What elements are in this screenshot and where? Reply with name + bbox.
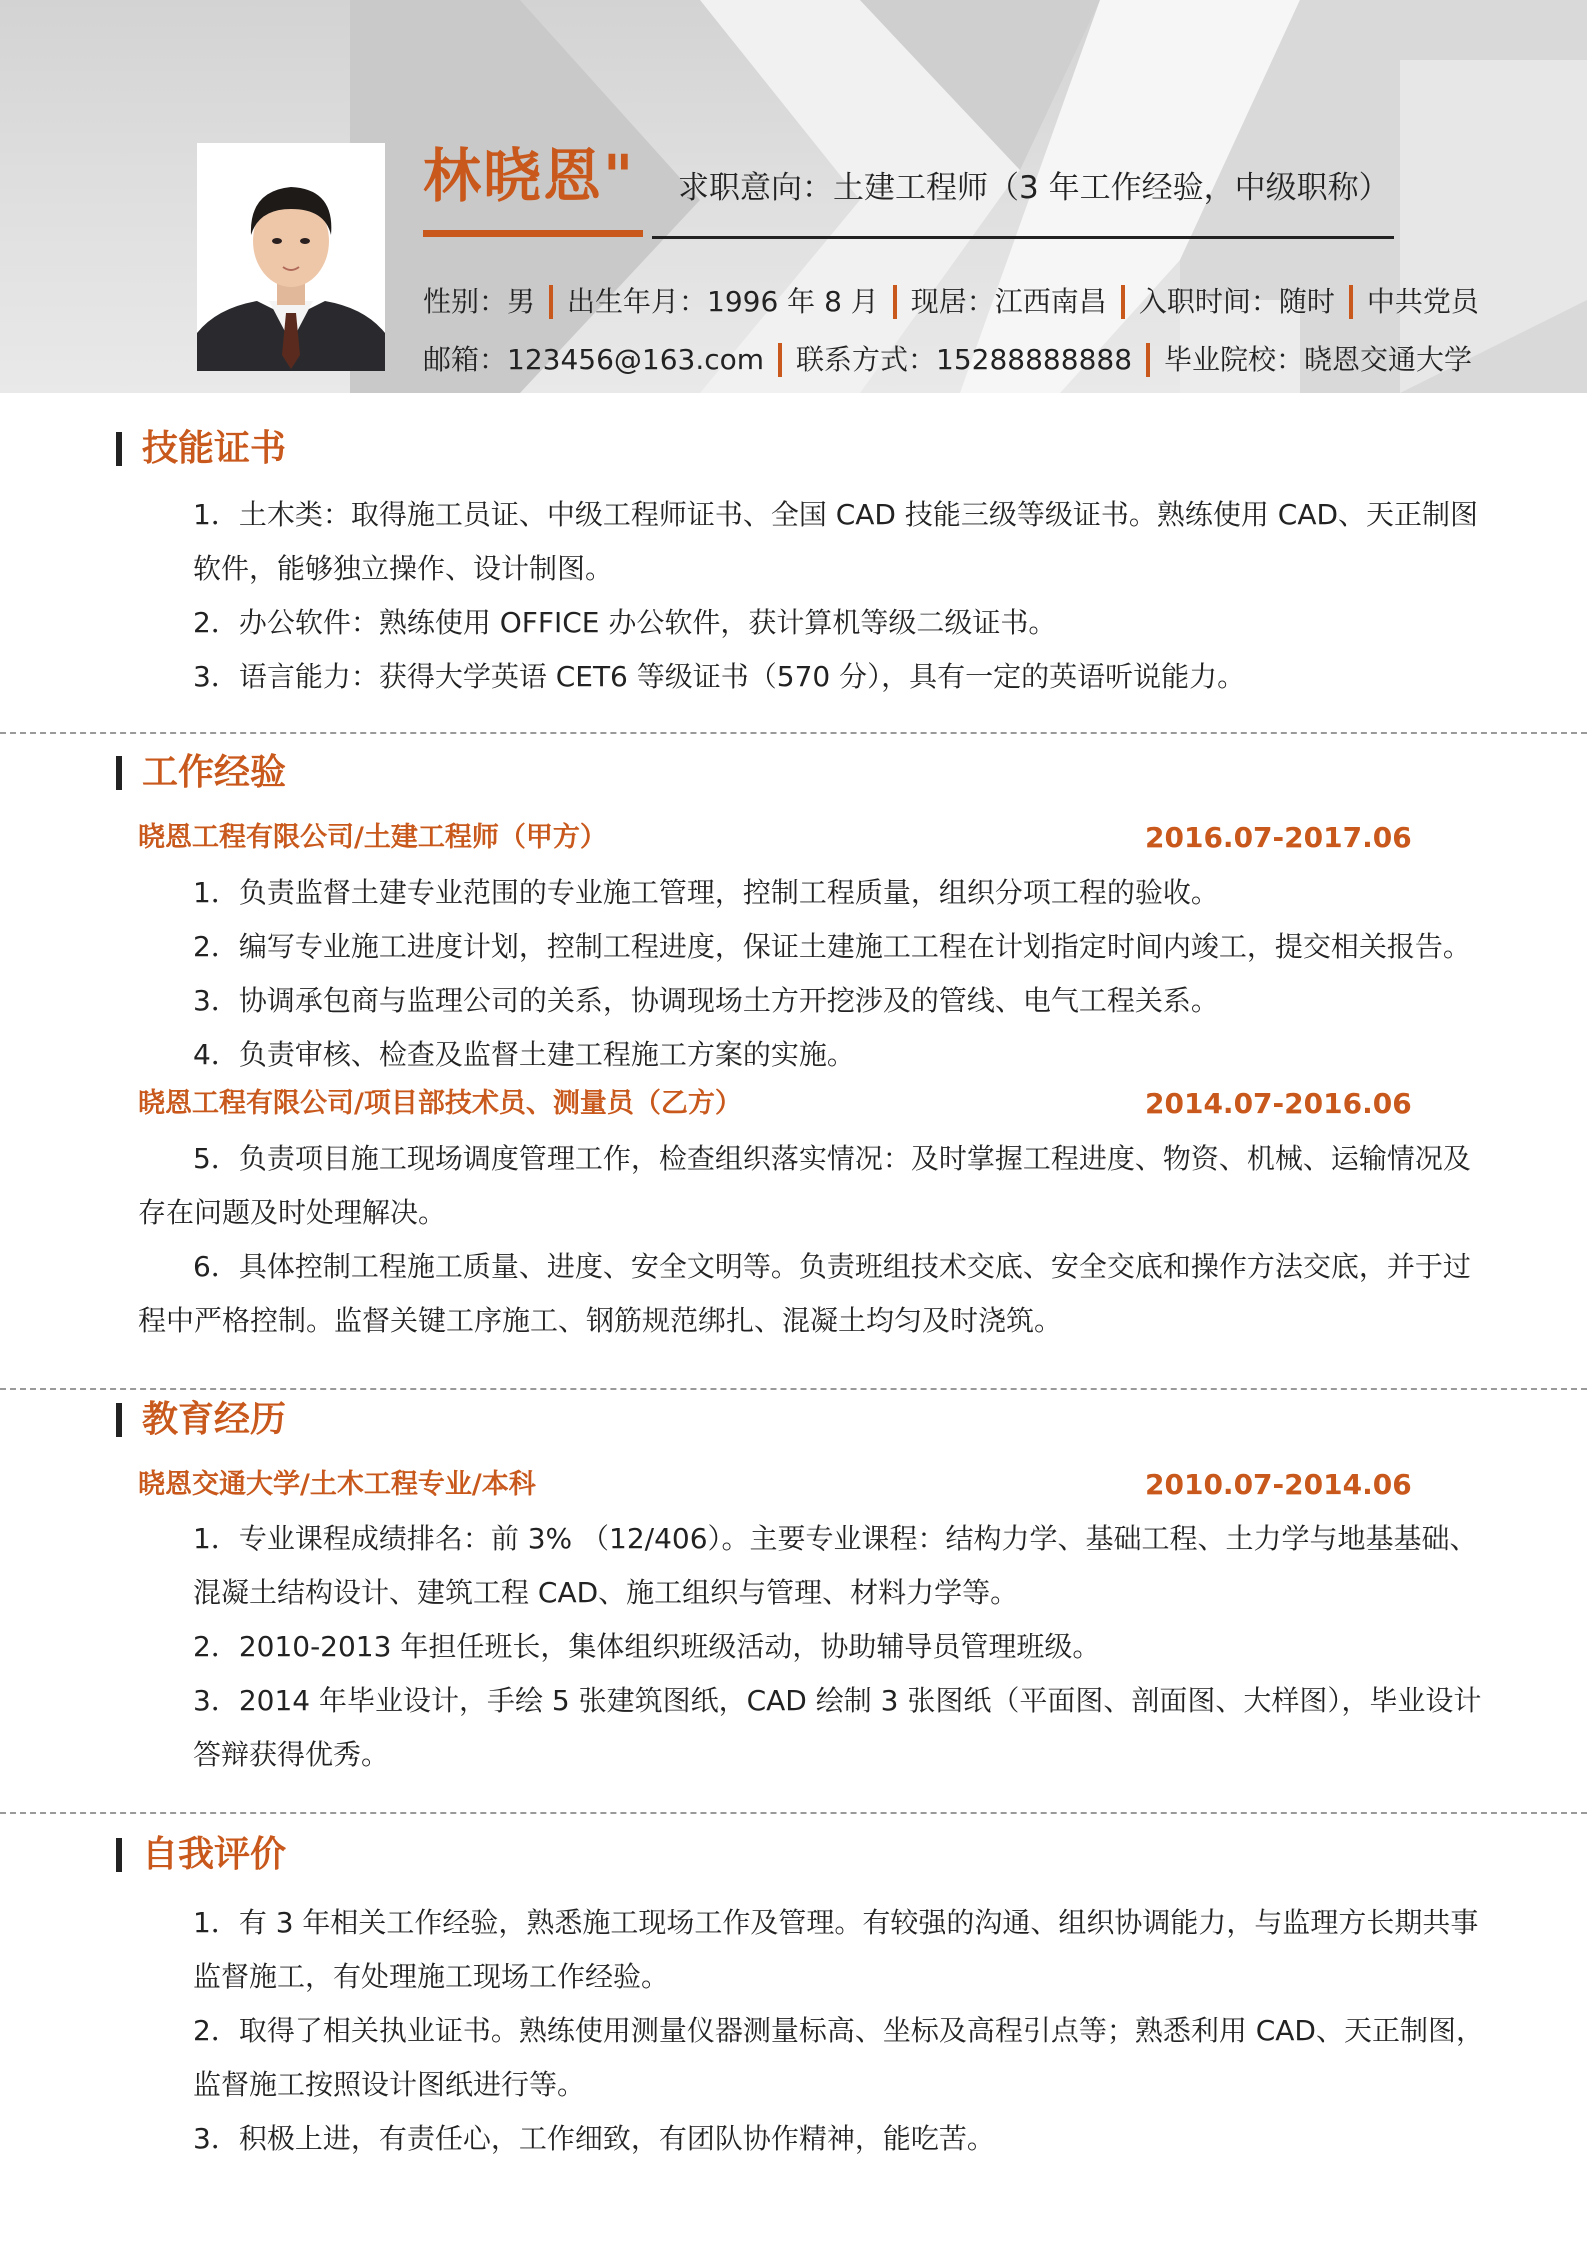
header-banner <box>0 0 1587 393</box>
email-info: 邮箱：123456@163.com <box>423 343 765 376</box>
job-item: 3．协调承包商与监理公司的关系，协调现场土方开挖涉及的管线、电气工程关系。 <box>193 984 1219 1017</box>
section-bar <box>116 1838 122 1872</box>
candidate-name: 林晓恩" <box>423 142 636 210</box>
birth-info: 出生年月：1996 年 8 月 <box>567 285 879 318</box>
job-item: 6．具体控制工程施工质量、进度、安全文明等。负责班组技术交底、安全交底和操作方法交底，并于过程中严格控制。监督关键工序施工、钢筋规范绑扎、混凝土均匀及时浇筑。 <box>138 1250 1471 1337</box>
political-info: 中共党员 <box>1366 285 1479 318</box>
section-title-self <box>116 1830 286 1880</box>
education-item: 1．专业课程成绩排名：前 3% （12/406）。主要专业课程：结构力学、基础工程、土力学与地基基础、混凝土结构设计、建筑工程 CAD、施工组织与管理、材料力学等。 <box>193 1522 1478 1609</box>
education-date: 2010.07-2014.06 <box>1145 1468 1412 1501</box>
section-title-skills <box>116 424 286 474</box>
education-school: 晓恩交通大学/土木工程专业/本科 <box>138 1469 536 1500</box>
personal-info-row-2 <box>423 340 1472 380</box>
job-date: 2016.07-2017.06 <box>1145 821 1412 854</box>
section-divider <box>0 1812 1587 1814</box>
avatar <box>197 143 385 371</box>
job-date: 2014.07-2016.06 <box>1145 1087 1412 1120</box>
profile-photo <box>197 143 385 371</box>
school-info: 毕业院校：晓恩交通大学 <box>1164 343 1473 376</box>
skills-item: 3．语言能力：获得大学英语 CET6 等级证书（570 分），具有一定的英语听说能力。 <box>193 660 1246 693</box>
info-separator <box>1146 343 1150 377</box>
self-item: 2．取得了相关执业证书。熟练使用测量仪器测量标高、坐标及高程引点等；熟悉利用 CAD、天正制图，监督施工按照设计图纸进行等。 <box>193 2014 1484 2101</box>
section-bar <box>116 756 122 790</box>
skills-item: 2．办公软件：熟练使用 OFFICE 办公软件，获计算机等级二级证书。 <box>193 606 1057 639</box>
section-bar <box>116 1403 122 1437</box>
education-item: 3．2014 年毕业设计，手绘 5 张建筑图纸，CAD 绘制 3 张图纸（平面图、剖面图、大样图），毕业设计答辩获得优秀。 <box>193 1684 1482 1771</box>
job-item: 4．负责审核、检查及监督土建工程施工方案的实施。 <box>193 1038 855 1071</box>
job-item: 2．编写专业施工进度计划，控制工程进度，保证土建施工工程在计划指定时间内竣工，提交相关报告。 <box>193 930 1471 963</box>
info-separator <box>549 285 553 319</box>
section-title-work <box>116 748 286 798</box>
job-item: 5．负责项目施工现场调度管理工作，检查组织落实情况：及时掌握工程进度、物资、机械、运输情况及存在问题及时处理解决。 <box>138 1142 1471 1229</box>
section-title-text: 工作经验 <box>142 752 287 793</box>
self-item: 3．积极上进，有责任心，工作细致，有团队协作精神，能吃苦。 <box>193 2122 995 2155</box>
phone-info: 联系方式：15288888888 <box>796 343 1133 376</box>
section-divider <box>0 732 1587 734</box>
info-separator <box>778 343 782 377</box>
job-company: 晓恩工程有限公司/项目部技术员、测量员（乙方） <box>138 1088 742 1119</box>
section-title-text: 自我评价 <box>142 1834 287 1875</box>
job-company: 晓恩工程有限公司/土建工程师（甲方） <box>138 822 607 853</box>
self-item: 1．有 3 年相关工作经验，熟悉施工现场工作及管理。有较强的沟通、组织协调能力，与监理方长期共事监督施工，有处理施工现场工作经验。 <box>193 1906 1479 1993</box>
info-separator <box>893 285 897 319</box>
job-item: 1．负责监督土建专业范围的专业施工管理，控制工程质量，组织分项工程的验收。 <box>193 876 1219 909</box>
section-title-text: 技能证书 <box>142 428 287 469</box>
section-divider <box>0 1388 1587 1390</box>
objective-divider <box>652 236 1394 239</box>
personal-info-row-1 <box>423 282 1479 322</box>
section-bar <box>116 432 122 466</box>
info-separator <box>1349 285 1353 319</box>
skills-item: 1．土木类：取得施工员证、中级工程师证书、全国 CAD 技能三级等级证书。熟练使用 CAD、天正制图软件，能够独立操作、设计制图。 <box>193 498 1479 585</box>
gender-info: 性别：男 <box>423 285 536 318</box>
job-objective: 求职意向：土建工程师（3 年工作经验，中级职称） <box>678 170 1390 206</box>
name-underline <box>423 230 643 237</box>
availability-info: 入职时间：随时 <box>1138 285 1335 318</box>
education-item: 2．2010-2013 年担任班长，集体组织班级活动，协助辅导员管理班级。 <box>193 1630 1101 1663</box>
section-title-education <box>116 1395 286 1445</box>
residence-info: 现居：江西南昌 <box>910 285 1107 318</box>
info-separator <box>1121 285 1125 319</box>
section-title-text: 教育经历 <box>142 1399 287 1440</box>
